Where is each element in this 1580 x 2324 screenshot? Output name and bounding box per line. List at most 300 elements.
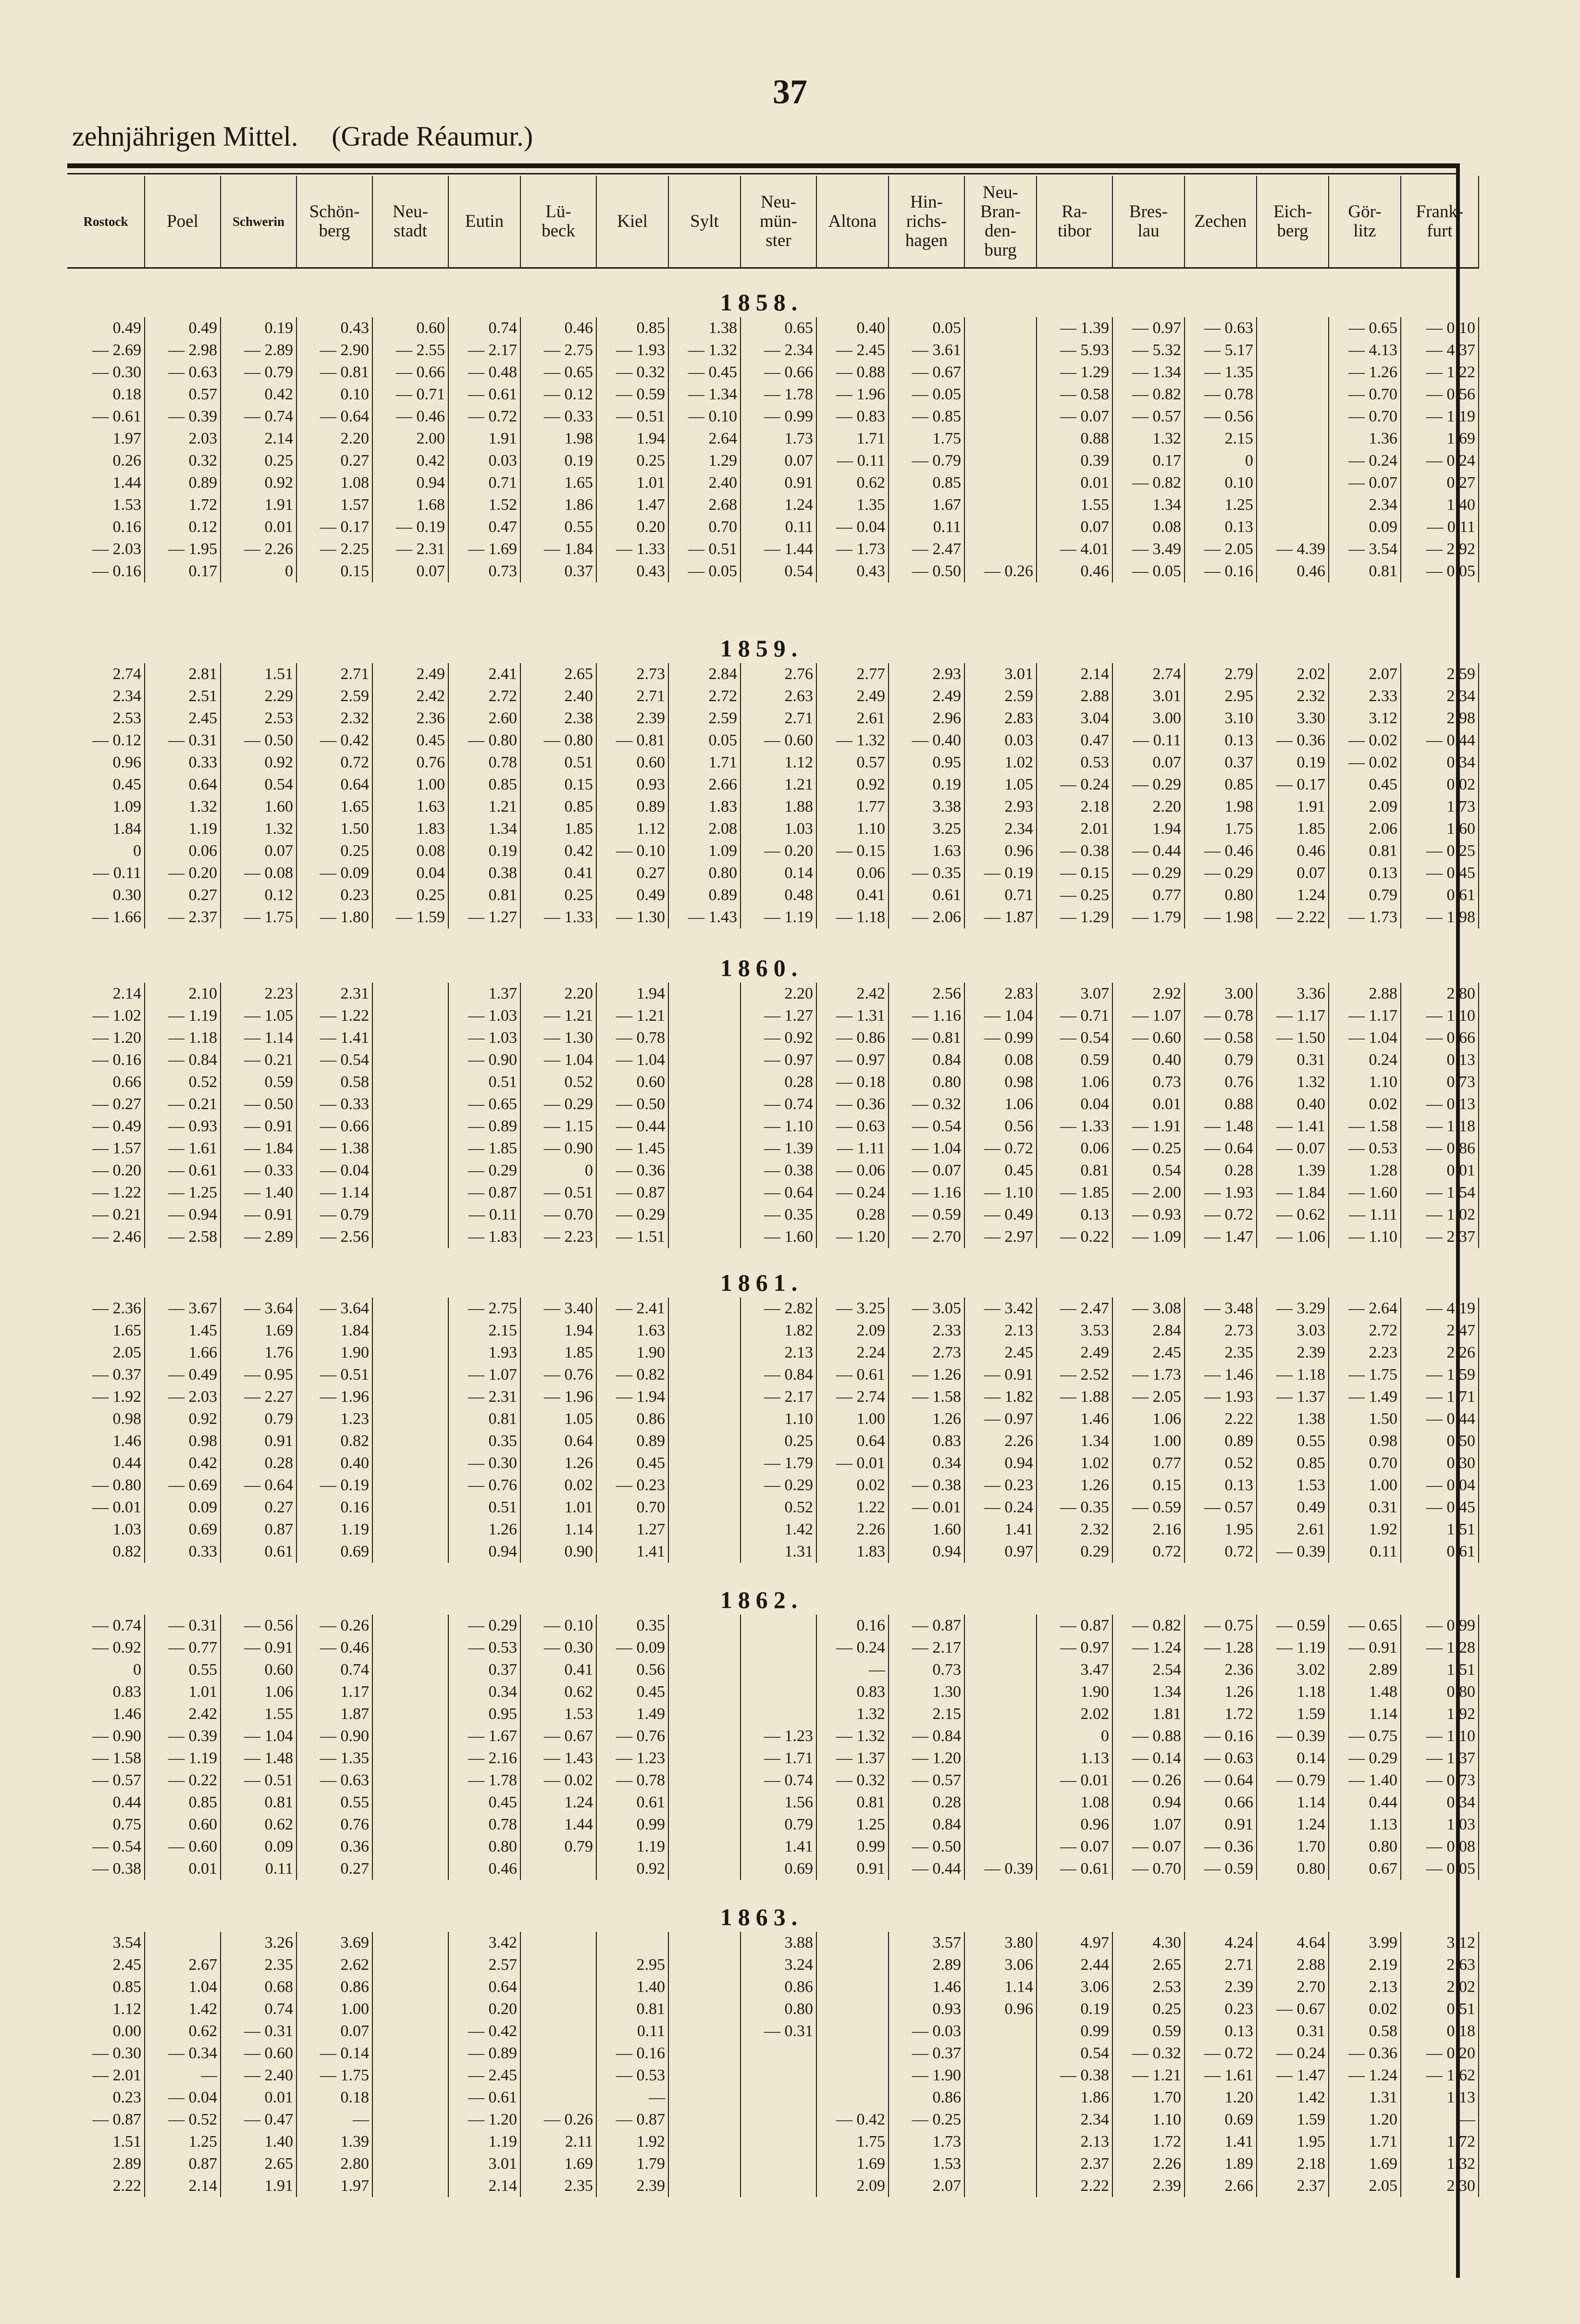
- table-cell: — 0.74: [741, 1093, 817, 1115]
- table-cell: 1.69: [521, 2153, 597, 2175]
- table-cell: 1.06: [221, 1681, 297, 1703]
- table-cell: 3.26: [221, 1932, 297, 1954]
- table-cell: 1.72: [145, 494, 221, 516]
- column-header: Zechen: [1185, 176, 1257, 267]
- table-cell: — 2.47: [1037, 1298, 1113, 1320]
- table-cell: — 0.99: [965, 1027, 1037, 1049]
- table-cell: 3.47: [1037, 1659, 1113, 1681]
- table-cell: — 1.50: [1257, 1027, 1329, 1049]
- table-cell: 0.04: [373, 862, 449, 884]
- table-cell: — 0.70: [521, 1204, 597, 1226]
- table-cell: 2.18: [1257, 2153, 1329, 2175]
- table-cell: 1.40: [1401, 494, 1479, 516]
- table-cell: 1.92: [597, 2131, 669, 2153]
- table-cell: — 0.07: [889, 1160, 965, 1182]
- table-cell: — 2.98: [145, 339, 221, 361]
- table-cell: [669, 2020, 741, 2042]
- table-cell: 1.83: [817, 1541, 889, 1563]
- table-cell: — 2.03: [67, 538, 145, 560]
- table-cell: 0.92: [221, 752, 297, 774]
- table-cell: — 0.74: [67, 1615, 145, 1637]
- table-cell: — 1.75: [1329, 1364, 1401, 1386]
- table-cell: — 2.46: [67, 1226, 145, 1248]
- table-cell: 3.25: [889, 818, 965, 840]
- table-row: [67, 1496, 1479, 1519]
- column-header: Lü- beck: [521, 176, 597, 267]
- table-cell: — 0.19: [373, 516, 449, 538]
- table-cell: — 0.79: [297, 1204, 373, 1226]
- table-cell: 2.65: [1113, 1954, 1185, 1976]
- table-cell: [373, 1430, 449, 1452]
- table-cell: — 0.63: [1185, 1747, 1257, 1769]
- table-cell: [741, 2131, 817, 2153]
- table-cell: 0.13: [1185, 729, 1257, 752]
- table-cell: — 0.64: [297, 406, 373, 428]
- table-cell: 2.60: [449, 707, 521, 729]
- table-cell: 2.70: [1257, 1976, 1329, 1998]
- table-cell: — 0.61: [449, 383, 521, 406]
- table-cell: — 0.21: [145, 1093, 221, 1115]
- table-cell: 2.63: [1401, 1954, 1479, 1976]
- table-cell: [373, 1814, 449, 1836]
- table-cell: — 3.40: [521, 1298, 597, 1320]
- table-cell: — 1.35: [1185, 361, 1257, 383]
- table-cell: — 0.70: [1329, 383, 1401, 406]
- table-cell: 0.03: [449, 450, 521, 472]
- table-cell: — 1.22: [67, 1182, 145, 1204]
- table-cell: 2.45: [1113, 1342, 1185, 1364]
- table-cell: [669, 2087, 741, 2109]
- table-cell: — 1.21: [1113, 2064, 1185, 2087]
- table-cell: 2.14: [449, 2175, 521, 2197]
- table-cell: 2.72: [1329, 1320, 1401, 1342]
- table-cell: — 0.37: [889, 2042, 965, 2064]
- table-cell: — 1.96: [521, 1386, 597, 1408]
- table-cell: — 3.61: [889, 339, 965, 361]
- table-cell: 1.65: [67, 1320, 145, 1342]
- table-cell: —: [817, 1659, 889, 1681]
- table-cell: 1.71: [817, 428, 889, 450]
- table-cell: [965, 428, 1037, 450]
- table-cell: 1.71: [1329, 2131, 1401, 2153]
- table-cell: — 1.22: [297, 1005, 373, 1027]
- table-cell: [669, 2131, 741, 2153]
- table-cell: 0.15: [521, 774, 597, 796]
- table-cell: 2.39: [597, 2175, 669, 2197]
- table-cell: — 1.78: [741, 383, 817, 406]
- table-cell: 2.89: [1329, 1659, 1401, 1681]
- table-cell: 1.32: [1113, 428, 1185, 450]
- table-cell: 0.27: [297, 1858, 373, 1880]
- table-cell: 1.53: [521, 1703, 597, 1725]
- table-cell: 0.40: [1257, 1093, 1329, 1115]
- table-cell: 2.93: [889, 663, 965, 685]
- table-cell: 0.66: [67, 1071, 145, 1093]
- table-cell: 1.93: [449, 1342, 521, 1364]
- table-cell: — 1.88: [1037, 1386, 1113, 1408]
- table-row: [67, 1298, 1479, 1320]
- table-cell: 1.21: [741, 774, 817, 796]
- table-cell: 0.39: [1037, 450, 1113, 472]
- table-cell: [373, 1452, 449, 1474]
- table-cell: 2.38: [521, 707, 597, 729]
- table-cell: 0.24: [1329, 1049, 1401, 1071]
- table-cell: — 0.97: [1113, 317, 1185, 339]
- table-row: [67, 752, 1479, 774]
- table-cell: 2.32: [1257, 685, 1329, 707]
- table-cell: 0.54: [1113, 1160, 1185, 1182]
- table-cell: — 0.38: [889, 1474, 965, 1496]
- table-cell: 1.19: [449, 2131, 521, 2153]
- table-cell: — 4.01: [1037, 538, 1113, 560]
- table-cell: 0.82: [297, 1430, 373, 1452]
- table-cell: 2.03: [145, 428, 221, 450]
- table-cell: 1.32: [1401, 2153, 1479, 2175]
- table-cell: — 0.04: [145, 2087, 221, 2109]
- table-cell: — 0.07: [1329, 472, 1401, 494]
- table-cell: 0.91: [817, 1858, 889, 1880]
- table-cell: — 0.92: [67, 1637, 145, 1659]
- table-cell: 0.79: [1185, 1049, 1257, 1071]
- table-cell: 1.67: [889, 494, 965, 516]
- table-cell: — 0.09: [597, 1637, 669, 1659]
- table-cell: 2.19: [1329, 1954, 1401, 1976]
- table-cell: 3.00: [1113, 707, 1185, 729]
- table-cell: 2.08: [669, 818, 741, 840]
- table-row: [67, 1137, 1479, 1160]
- table-cell: 0.37: [449, 1659, 521, 1681]
- table-cell: — 0.46: [297, 1637, 373, 1659]
- table-cell: 0.69: [145, 1519, 221, 1541]
- table-cell: [521, 1932, 597, 1954]
- table-cell: — 0.61: [449, 2087, 521, 2109]
- table-cell: — 1.27: [741, 1005, 817, 1027]
- table-cell: 1.44: [67, 472, 145, 494]
- table-cell: — 0.01: [889, 1496, 965, 1519]
- table-cell: 1.69: [1329, 2153, 1401, 2175]
- table-cell: 1.09: [669, 840, 741, 862]
- table-cell: — 0.36: [597, 1160, 669, 1182]
- table-cell: 1.06: [1113, 1408, 1185, 1430]
- table-cell: 0.89: [145, 472, 221, 494]
- table-cell: — 0.01: [1037, 1769, 1113, 1792]
- table-cell: 2.56: [889, 983, 965, 1005]
- table-cell: — 1.45: [597, 1137, 669, 1160]
- table-cell: — 0.87: [1037, 1615, 1113, 1637]
- table-row: [67, 1071, 1479, 1093]
- table-cell: — 1.84: [221, 1137, 297, 1160]
- table-row: [67, 1408, 1479, 1430]
- table-cell: 1.34: [1113, 1681, 1185, 1703]
- table-cell: — 0.35: [1037, 1496, 1113, 1519]
- table-cell: — 0.38: [1037, 2064, 1113, 2087]
- table-cell: 0.06: [145, 840, 221, 862]
- table-cell: [965, 1769, 1037, 1792]
- table-cell: [1257, 317, 1329, 339]
- table-cell: 0.85: [449, 774, 521, 796]
- table-cell: 1.03: [1401, 1814, 1479, 1836]
- table-cell: 2.80: [1401, 983, 1479, 1005]
- table-cell: 1.36: [1329, 428, 1401, 450]
- table-cell: — 0.03: [889, 2020, 965, 2042]
- table-row: [67, 884, 1479, 906]
- table-cell: 1.91: [449, 428, 521, 450]
- table-cell: 0.94: [965, 1452, 1037, 1474]
- table-cell: 1.77: [817, 796, 889, 818]
- table-cell: — 2.82: [741, 1298, 817, 1320]
- table-cell: 2.37: [1037, 2153, 1113, 2175]
- table-cell: 2.26: [817, 1519, 889, 1541]
- table-cell: 0.03: [965, 729, 1037, 752]
- table-row: [67, 1049, 1479, 1071]
- table-cell: 0.06: [1037, 1137, 1113, 1160]
- table-cell: — 0.63: [817, 1115, 889, 1137]
- table-cell: — 4.37: [1401, 339, 1479, 361]
- table-cell: — 1.15: [521, 1115, 597, 1137]
- table-cell: — 2.36: [67, 1298, 145, 1320]
- table-cell: — 0.57: [67, 1769, 145, 1792]
- table-cell: 1.63: [597, 1320, 669, 1342]
- table-cell: [669, 1005, 741, 1027]
- table-cell: 0.69: [741, 1858, 817, 1880]
- table-cell: 2.84: [669, 663, 741, 685]
- table-cell: 1.75: [889, 428, 965, 450]
- table-cell: 4.30: [1113, 1932, 1185, 1954]
- table-cell: — 0.35: [889, 862, 965, 884]
- table-cell: — 1.17: [1257, 1005, 1329, 1027]
- table-cell: 0.83: [817, 1681, 889, 1703]
- table-cell: [669, 2175, 741, 2197]
- table-cell: 0.25: [521, 884, 597, 906]
- table-cell: 0.08: [965, 1049, 1037, 1071]
- table-cell: — 1.18: [817, 906, 889, 928]
- table-cell: 1.12: [741, 752, 817, 774]
- table-cell: 0.91: [221, 1430, 297, 1452]
- table-cell: [669, 1496, 741, 1519]
- table-cell: — 0.97: [965, 1408, 1037, 1430]
- table-cell: [817, 1998, 889, 2020]
- table-cell: 1.72: [1113, 2131, 1185, 2153]
- table-cell: [741, 2109, 817, 2131]
- table-cell: 0.75: [67, 1814, 145, 1836]
- table-cell: — 2.40: [221, 2064, 297, 2087]
- table-cell: — 1.14: [221, 1027, 297, 1049]
- table-cell: [965, 2109, 1037, 2131]
- table-cell: 1.49: [597, 1703, 669, 1725]
- table-cell: — 1.20: [889, 1747, 965, 1769]
- table-cell: 0.45: [449, 1792, 521, 1814]
- table-cell: 1.97: [297, 2175, 373, 2197]
- table-cell: [965, 1814, 1037, 1836]
- table-cell: 2.34: [1401, 685, 1479, 707]
- table-cell: 1.85: [521, 818, 597, 840]
- table-cell: [373, 1998, 449, 2020]
- table-cell: 0.61: [221, 1541, 297, 1563]
- table-cell: 0.61: [597, 1792, 669, 1814]
- table-cell: — 0.66: [373, 361, 449, 383]
- table-cell: — 2.27: [221, 1386, 297, 1408]
- table-cell: 0.16: [67, 516, 145, 538]
- table-cell: 0.11: [221, 1858, 297, 1880]
- table-cell: — 0.76: [521, 1364, 597, 1386]
- year-heading: 1858.: [720, 289, 803, 316]
- table-cell: — 2.25: [297, 538, 373, 560]
- table-cell: — 0.63: [297, 1769, 373, 1792]
- running-head: [72, 120, 533, 152]
- table-cell: — 1.71: [741, 1747, 817, 1769]
- table-cell: [521, 1998, 597, 2020]
- table-cell: 1.70: [1113, 2087, 1185, 2109]
- table-cell: 0.57: [817, 752, 889, 774]
- table-cell: 0.85: [889, 472, 965, 494]
- table-cell: — 0.97: [1037, 1637, 1113, 1659]
- table-cell: 1.97: [67, 428, 145, 450]
- table-cell: 0.02: [1401, 774, 1479, 796]
- table-cell: [669, 2064, 741, 2087]
- table-cell: 0.07: [221, 840, 297, 862]
- table-cell: [669, 2153, 741, 2175]
- table-cell: — 1.33: [1037, 1115, 1113, 1137]
- table-cell: — 0.88: [817, 361, 889, 383]
- table-cell: 1.72: [1401, 2131, 1479, 2153]
- table-cell: 0.74: [221, 1998, 297, 2020]
- table-cell: 0.98: [1329, 1430, 1401, 1452]
- table-cell: 0.80: [669, 862, 741, 884]
- table-cell: 0.36: [297, 1836, 373, 1858]
- table-cell: 2.74: [67, 663, 145, 685]
- table-cell: 1.31: [741, 1541, 817, 1563]
- table-cell: 0.73: [1113, 1071, 1185, 1093]
- table-cell: 1.72: [1185, 1703, 1257, 1725]
- table-cell: — 0.30: [67, 361, 145, 383]
- table-cell: 0.81: [221, 1792, 297, 1814]
- table-cell: — 1.39: [741, 1137, 817, 1160]
- table-cell: 1.24: [1257, 1814, 1329, 1836]
- table-cell: — 2.05: [1113, 1386, 1185, 1408]
- table-cell: 0.96: [965, 1998, 1037, 2020]
- table-cell: 2.88: [1037, 685, 1113, 707]
- table-cell: 0.80: [1329, 1836, 1401, 1858]
- table-cell: 1.13: [1401, 2087, 1479, 2109]
- table-cell: [669, 983, 741, 1005]
- table-cell: — 0.92: [741, 1027, 817, 1049]
- table-row: [67, 361, 1479, 383]
- table-cell: — 0.24: [1329, 450, 1401, 472]
- table-cell: 0.31: [1329, 1496, 1401, 1519]
- table-cell: — 0.05: [1113, 560, 1185, 582]
- table-cell: — 1.04: [1329, 1027, 1401, 1049]
- table-cell: 1.60: [889, 1519, 965, 1541]
- table-cell: 1.83: [373, 818, 449, 840]
- table-cell: 2.98: [1401, 707, 1479, 729]
- table-cell: 0.30: [1401, 1452, 1479, 1474]
- table-cell: 0.92: [817, 774, 889, 796]
- table-cell: 0.40: [297, 1452, 373, 1474]
- table-cell: 0.40: [1113, 1049, 1185, 1071]
- table-cell: 0.27: [1401, 472, 1479, 494]
- table-cell: — 2.26: [221, 538, 297, 560]
- table-cell: 0.25: [373, 884, 449, 906]
- table-row: [67, 1976, 1479, 1998]
- table-cell: — 1.07: [449, 1364, 521, 1386]
- table-cell: 0.52: [521, 1071, 597, 1093]
- table-cell: — 2.55: [373, 339, 449, 361]
- table-cell: — 0.54: [889, 1115, 965, 1137]
- table-row: [67, 1703, 1479, 1725]
- table-cell: — 1.06: [1257, 1226, 1329, 1248]
- table-cell: — 3.64: [221, 1298, 297, 1320]
- table-cell: 0.79: [1329, 884, 1401, 906]
- table-cell: [741, 1681, 817, 1703]
- table-cell: — 0.10: [669, 406, 741, 428]
- table-cell: 0.80: [449, 1836, 521, 1858]
- table-cell: —: [145, 2064, 221, 2087]
- table-cell: 2.24: [817, 1342, 889, 1364]
- column-header: Neu- stadt: [373, 176, 449, 267]
- table-cell: — 0.64: [1185, 1137, 1257, 1160]
- table-cell: 1.69: [817, 2153, 889, 2175]
- table-cell: [965, 2131, 1037, 2153]
- table-cell: 3.57: [889, 1932, 965, 1954]
- table-cell: [373, 1769, 449, 1792]
- table-cell: 1.10: [817, 818, 889, 840]
- table-cell: — 0.32: [817, 1769, 889, 1792]
- table-cell: 0.52: [741, 1496, 817, 1519]
- table-cell: — 1.10: [1401, 1005, 1479, 1027]
- table-cell: — 2.31: [373, 538, 449, 560]
- table-cell: [373, 2020, 449, 2042]
- table-cell: 2.36: [373, 707, 449, 729]
- table-cell: 3.01: [965, 663, 1037, 685]
- table-cell: 2.33: [889, 1320, 965, 1342]
- table-cell: 0.60: [597, 752, 669, 774]
- table-cell: 2.81: [145, 663, 221, 685]
- table-cell: 2.02: [1037, 1703, 1113, 1725]
- table-cell: 0.54: [1037, 2042, 1113, 2064]
- table-cell: — 0.75: [1329, 1725, 1401, 1747]
- table-cell: [669, 1474, 741, 1496]
- table-cell: — 1.11: [1329, 1204, 1401, 1226]
- heading-text: zehnjährigen Mittel.: [72, 121, 298, 152]
- table-cell: 0.02: [521, 1474, 597, 1496]
- table-row: [67, 1386, 1479, 1408]
- table-cell: 0.97: [965, 1541, 1037, 1563]
- table-cell: — 0.29: [1329, 1747, 1401, 1769]
- table-cell: — 1.44: [741, 538, 817, 560]
- table-cell: — 1.34: [1113, 361, 1185, 383]
- table-cell: 0.27: [297, 450, 373, 472]
- table-cell: — 0.24: [965, 1496, 1037, 1519]
- table-cell: 3.01: [1113, 685, 1185, 707]
- table-cell: — 2.52: [1037, 1364, 1113, 1386]
- table-cell: 2.67: [145, 1954, 221, 1976]
- table-row: [67, 906, 1479, 928]
- table-cell: — 1.16: [889, 1182, 965, 1204]
- table-cell: — 1.62: [1401, 2064, 1479, 2087]
- table-cell: 0.61: [1401, 884, 1479, 906]
- table-cell: 1.04: [145, 1976, 221, 1998]
- table-cell: 2.30: [1401, 2175, 1479, 2197]
- table-cell: 1.75: [1185, 818, 1257, 840]
- column-header: Kiel: [597, 176, 669, 267]
- table-row: [67, 560, 1479, 582]
- table-cell: 0.88: [1037, 428, 1113, 450]
- table-cell: 1.85: [1257, 818, 1329, 840]
- table-cell: 0.95: [889, 752, 965, 774]
- table-cell: [373, 1160, 449, 1182]
- table-cell: — 0.46: [1185, 840, 1257, 862]
- table-cell: 2.71: [297, 663, 373, 685]
